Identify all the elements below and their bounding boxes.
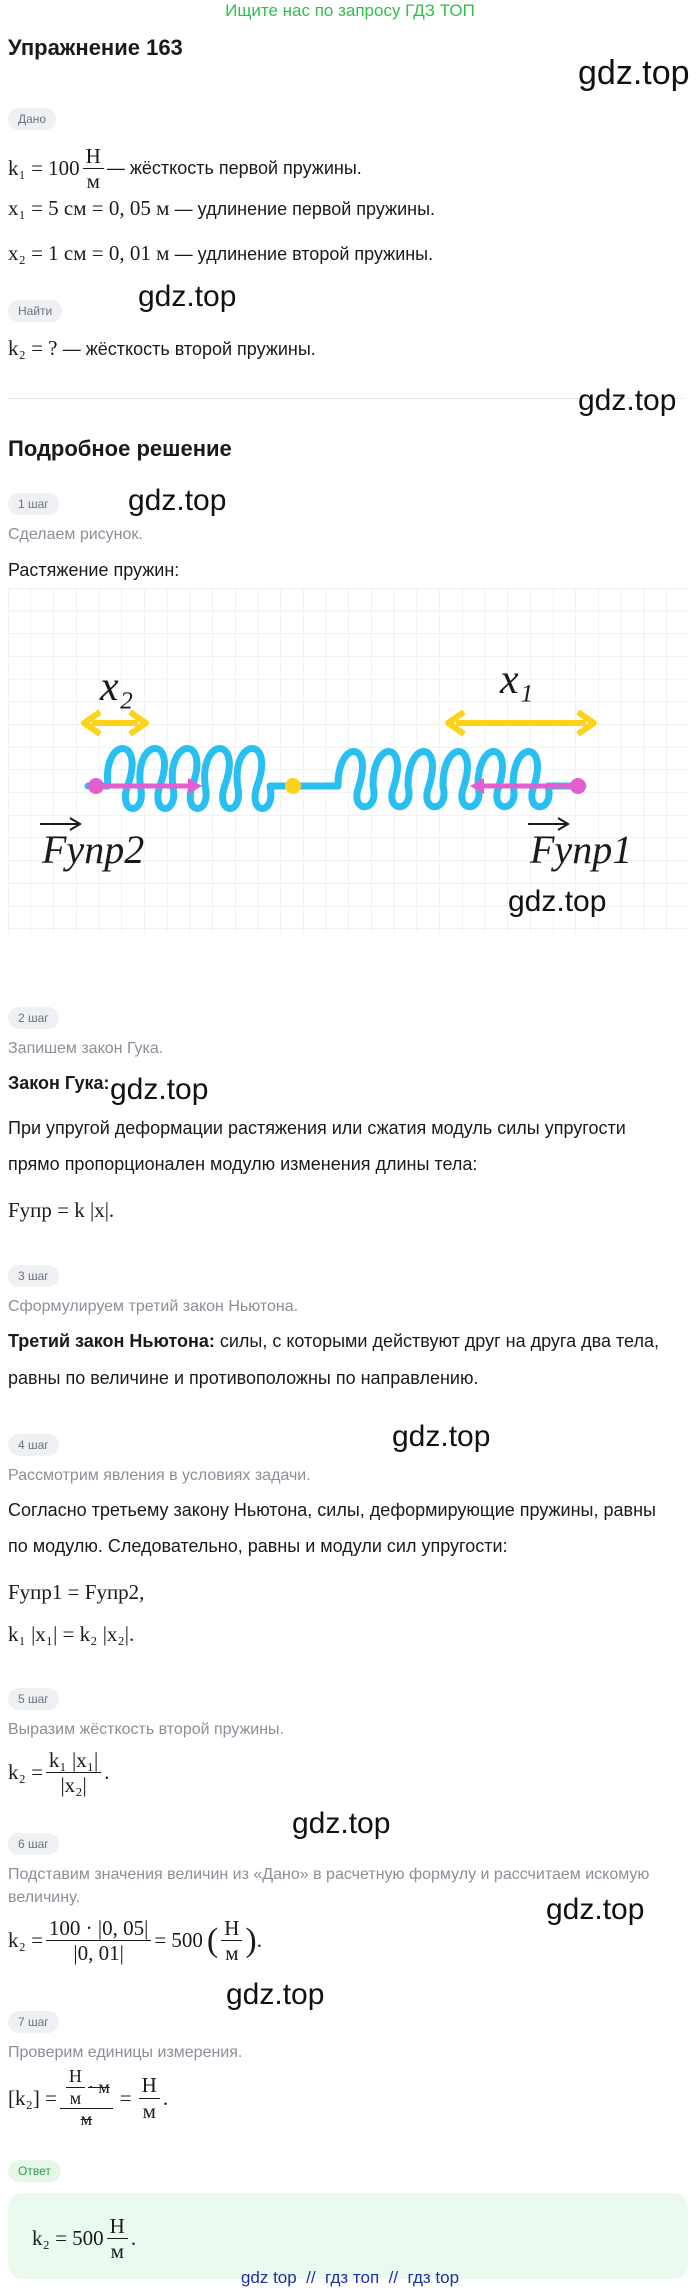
step2-hint: Запишем закон Гука. (8, 1040, 164, 1057)
newton-forces: Fупр1 = Fупр2, (8, 1580, 145, 1604)
step4-chip: 4 шаг (8, 1434, 59, 1456)
watermark: gdz.top (508, 885, 607, 918)
given-k1 (8, 144, 362, 193)
step3-chip: 3 шаг (8, 1265, 59, 1287)
watermark: gdz.top (128, 484, 227, 517)
step6-hint2: величину. (8, 1889, 80, 1906)
calc-dot: . (256, 1928, 262, 1953)
answer-unit-fraction (107, 2214, 128, 2263)
exercise-title: Упражнение 163 (8, 35, 183, 60)
calc-unit-num: Н (221, 1916, 242, 1941)
step4-hint: Рассмотрим явления в условиях задачи. (8, 1467, 311, 1484)
units-inner-fraction (66, 2066, 85, 2108)
hooke-formula: Fупр = k |x|. (8, 1198, 115, 1222)
solution-title: Подробное решение (8, 436, 232, 461)
k2-formula-num: k₁ |x₁| (46, 1748, 101, 1773)
k1-unit-num: Н (83, 144, 104, 169)
step2-chip: 2 шаг (8, 1007, 59, 1029)
units-result-fraction (139, 2073, 160, 2122)
answer-dot: . (130, 2226, 137, 2251)
calc-unit-fraction (221, 1916, 242, 1965)
force-origin-2 (88, 778, 104, 794)
watermark: gdz.top (392, 1420, 491, 1453)
top-banner: Ищите нас по запросу ГДЗ ТОП (225, 1, 475, 20)
units-big-fraction (60, 2066, 113, 2130)
paren-close: ) (245, 1921, 257, 1959)
calc-den: |0, 01| (73, 1941, 124, 1966)
units-inner-num: Н (66, 2066, 85, 2088)
step4-text2: по модулю. Следовательно, равны и модули сил упругости: (8, 1536, 508, 1556)
given-chip: Дано (8, 108, 56, 130)
k2-formula-dot: . (104, 1760, 110, 1785)
k2-math: k₂ = ? (8, 336, 58, 360)
x2-text: — удлинение второй пружины. (174, 244, 434, 264)
step4-text1: Согласно третьему закону Ньютона, силы, деформирующие пружины, равны (8, 1500, 656, 1520)
joint-point (285, 778, 301, 794)
units-inner-mult: · м (87, 2076, 110, 2097)
x1-text: — удлинение первой пружины. (174, 199, 436, 219)
calc-result: = 500 (154, 1928, 203, 1953)
calc-fraction (46, 1916, 151, 1965)
k2-calculation (8, 1916, 262, 1965)
force-origin-1 (570, 778, 586, 794)
paren-open: ( (206, 1921, 219, 1959)
units-result-den: м (142, 2098, 156, 2123)
watermark: gdz.top (578, 384, 677, 417)
watermark: gdz.top (292, 1807, 391, 1840)
units-eq: = (119, 2085, 132, 2110)
step3-bold: Третий закон Ньютона: (8, 1331, 215, 1351)
x1-math: x₁ = 5 см = 0, 05 м (8, 196, 170, 220)
watermark: gdz.top (110, 1073, 209, 1106)
units-lhs: [k₂] = (8, 2085, 57, 2110)
given-x1 (8, 196, 435, 221)
k2-formula (8, 1748, 109, 1797)
answer-unit-den: м (110, 2239, 124, 2264)
step7-hint: Проверим единицы измерения. (8, 2044, 243, 2061)
watermark: gdz.top (578, 54, 690, 92)
step1-chip: 1 шаг (8, 493, 59, 515)
step5-hint: Выразим жёсткость второй пружины. (8, 1721, 284, 1738)
step6-chip: 6 шаг (8, 1833, 59, 1855)
units-big-den: м (80, 2109, 93, 2130)
step3-text2: равны по величине и противоположны по направлению. (8, 1368, 479, 1388)
k1-math: k₁ = 100 (8, 156, 80, 181)
step1-hint: Сделаем рисунок. (8, 526, 143, 543)
springs-figure (8, 588, 688, 933)
step2-text2: прямо пропорционален модулю изменения длины тела: (8, 1154, 478, 1174)
step5-chip: 5 шаг (8, 1688, 59, 1710)
answer-unit-num: Н (107, 2214, 128, 2239)
step3-text1 (8, 1331, 659, 1352)
k2-formula-fraction (46, 1748, 101, 1797)
step3-text1-body: силы, с которыми действуют друг на друга два тела, (219, 1331, 659, 1351)
step1-text: Растяжение пружин: (8, 560, 180, 580)
k1-unit-fraction (83, 144, 104, 193)
units-inner-den: м (69, 2087, 82, 2108)
label-f1: Fупр1 (530, 827, 633, 872)
units-result-num: Н (139, 2073, 160, 2098)
x2-math: x₂ = 1 см = 0, 01 м (8, 241, 170, 265)
step6-hint1: Подставим значения величин из «Дано» в расчетную формулу и рассчитаем искомую (8, 1866, 650, 1883)
units-dot: . (162, 2085, 169, 2110)
step2-bold: Закон Гука: (8, 1073, 110, 1093)
k1-text: — жёсткость первой пружины. (106, 158, 362, 179)
newton-equation: k₁ |x₁| = k₂ |x₂|. (8, 1622, 135, 1646)
watermark: gdz.top (226, 1978, 325, 2011)
k2-formula-lhs: k₂ = (8, 1760, 43, 1785)
step2-text1: При упругой деформации растяжения или сжатия модуль силы упругости (8, 1118, 626, 1138)
watermark: gdz.top (138, 280, 237, 313)
label-x1: x₁ (500, 657, 534, 703)
answer-math: k₂ = 500 (32, 2226, 104, 2251)
footer-links[interactable]: gdz top // гдз топ // гдз top (240, 2268, 460, 2287)
label-f2: Fупр2 (42, 827, 145, 872)
find-chip: Найти (8, 300, 62, 322)
units-big-num (60, 2066, 113, 2109)
watermark: gdz.top (546, 1893, 645, 1926)
units-check (8, 2066, 168, 2130)
k2-text: — жёсткость второй пружины. (62, 339, 316, 359)
answer-formula (32, 2214, 136, 2263)
k2-formula-den: |x₂| (60, 1773, 87, 1798)
given-x2 (8, 241, 433, 266)
step7-chip: 7 шаг (8, 2011, 59, 2033)
find-k2 (8, 336, 316, 361)
calc-num: 100 · |0, 05| (46, 1916, 151, 1941)
calc-lhs: k₂ = (8, 1928, 43, 1953)
answer-chip: Ответ (8, 2160, 61, 2182)
k1-unit-den: м (86, 169, 100, 194)
step3-hint: Сформулируем третий закон Ньютона. (8, 1298, 299, 1315)
label-x2: x₂ (100, 664, 134, 710)
calc-unit-den: м (225, 1941, 239, 1966)
